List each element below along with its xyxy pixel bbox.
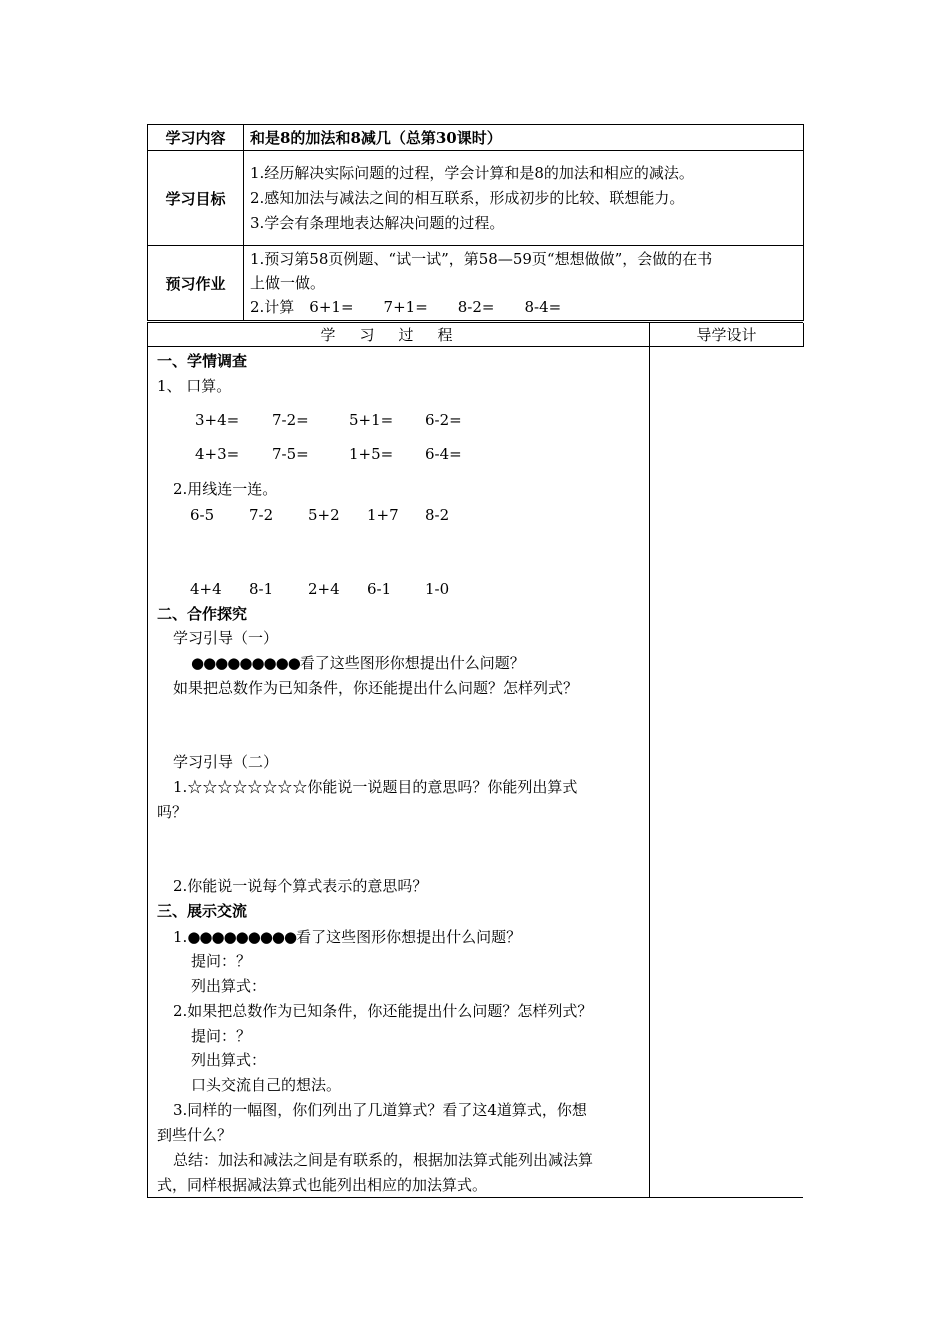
- content-row: [148, 125, 804, 151]
- share-q3-cont: 到些什么？: [157, 1126, 233, 1144]
- link-top-item: 1+7: [367, 506, 399, 524]
- share-q1-question: 看了这些图形你想提出什么问题？: [296, 928, 522, 946]
- guide-one-line: [191, 653, 525, 673]
- oral-item: 6-4=: [425, 445, 462, 463]
- oral-item: 5+1=: [349, 411, 394, 429]
- formula-prompt: 列出算式：: [191, 1051, 267, 1069]
- guide-design-column: [650, 347, 804, 1198]
- oral-item: 6-2=: [425, 411, 462, 429]
- section-explore-title: 二、合作探究: [157, 605, 248, 623]
- share-q2: 2.如果把总数作为已知条件，你还能提出什么问题？怎样列式？: [173, 1002, 593, 1020]
- link-top-item: 7-2: [249, 506, 274, 524]
- homework-line: 1.预习第58页例题、“试一试”，第58—59页“想想做做”，会做的在书: [250, 250, 713, 268]
- guide-two-title: 学习引导（二）: [173, 753, 279, 771]
- formula-prompt: 列出算式：: [191, 977, 267, 995]
- oral-item: 7-2=: [272, 411, 309, 429]
- guide-one-title: 学习引导（一）: [173, 629, 279, 647]
- homework-row: [148, 246, 804, 321]
- link-question: 2.用线连一连。: [173, 480, 278, 498]
- section-share-title: 三、展示交流: [157, 902, 248, 920]
- section-survey-title: 一、学情调查: [157, 352, 248, 370]
- guide-two-question-cont: 吗？: [157, 803, 188, 821]
- guide-two-line: [173, 777, 577, 797]
- oral-item: 1+5=: [349, 445, 394, 463]
- goal-label: 学习目标: [148, 151, 244, 246]
- link-top-item: 5+2: [308, 506, 340, 524]
- guide-two-number: 1.: [173, 778, 188, 796]
- guide-two-question-2: 2.你能说一说每个算式表示的意思吗？: [173, 877, 428, 895]
- ask-prompt: 提问：？: [191, 1027, 252, 1045]
- homework-label: 预习作业: [148, 246, 244, 321]
- link-bottom-item: 1-0: [425, 580, 450, 598]
- content-label: 学习内容: [148, 125, 244, 151]
- share-q1-number: 1.: [173, 928, 188, 946]
- goal-list: [244, 151, 804, 246]
- link-bottom-item: 8-1: [249, 580, 274, 598]
- link-top-item: 8-2: [425, 506, 450, 524]
- process-header: 学习过程: [148, 323, 650, 347]
- oral-share-text: 口头交流自己的想法。: [191, 1076, 342, 1094]
- stars-figure: ☆☆☆☆☆☆☆☆: [187, 778, 308, 796]
- guide-two-question: 你能说一说题目的意思吗？你能列出算式: [307, 778, 578, 796]
- homework-list: [244, 246, 804, 321]
- guide-one-question-2: 如果把总数作为已知条件，你还能提出什么问题？怎样列式？: [173, 679, 579, 697]
- oral-calc-question: 1、 口算。: [157, 377, 232, 395]
- link-bottom-item: 6-1: [367, 580, 392, 598]
- goal-item: 3.学会有条理地表达解决问题的过程。: [250, 213, 505, 232]
- oral-item: 4+3=: [195, 445, 240, 463]
- link-bottom-item: 2+4: [308, 580, 340, 598]
- summary-text-cont: 式，同样根据减法算式也能列出相应的加法算式。: [157, 1176, 488, 1194]
- oral-item: 3+4=: [195, 411, 240, 429]
- dots-figure: ●●●●●●●●●: [187, 928, 297, 946]
- oral-item: 7-5=: [272, 445, 309, 463]
- ask-prompt: 提问：？: [191, 952, 252, 970]
- goal-item: 1.经历解决实际问题的过程，学会计算和是8的加法和相应的减法。: [250, 163, 694, 182]
- summary-text: 总结：加法和减法之间是有联系的，根据加法算式能列出减法算: [173, 1151, 594, 1169]
- process-content: [148, 347, 650, 1198]
- lesson-info-table: [147, 124, 804, 321]
- process-table: [147, 322, 803, 1198]
- share-q1-line: [173, 927, 521, 947]
- goal-item: 2.感知加法与减法之间的相互联系，形成初步的比较、联想能力。: [250, 188, 685, 207]
- goal-row: [148, 151, 804, 246]
- link-top-item: 6-5: [190, 506, 215, 524]
- link-bottom-item: 4+4: [190, 580, 222, 598]
- homework-line: 上做一做。: [250, 274, 326, 292]
- content-value: 和是8的加法和8减几（总第30课时）: [244, 125, 804, 151]
- guide-design-header: 导学设计: [650, 323, 804, 347]
- share-q3: 3.同样的一幅图，你们列出了几道算式？看了这4道算式，你想: [173, 1101, 587, 1119]
- homework-line: 2.计算 6+1= 7+1= 8-2= 8-4=: [250, 298, 562, 316]
- guide-one-question: 看了这些图形你想提出什么问题？: [299, 654, 525, 672]
- dots-figure: ●●●●●●●●●: [191, 654, 300, 672]
